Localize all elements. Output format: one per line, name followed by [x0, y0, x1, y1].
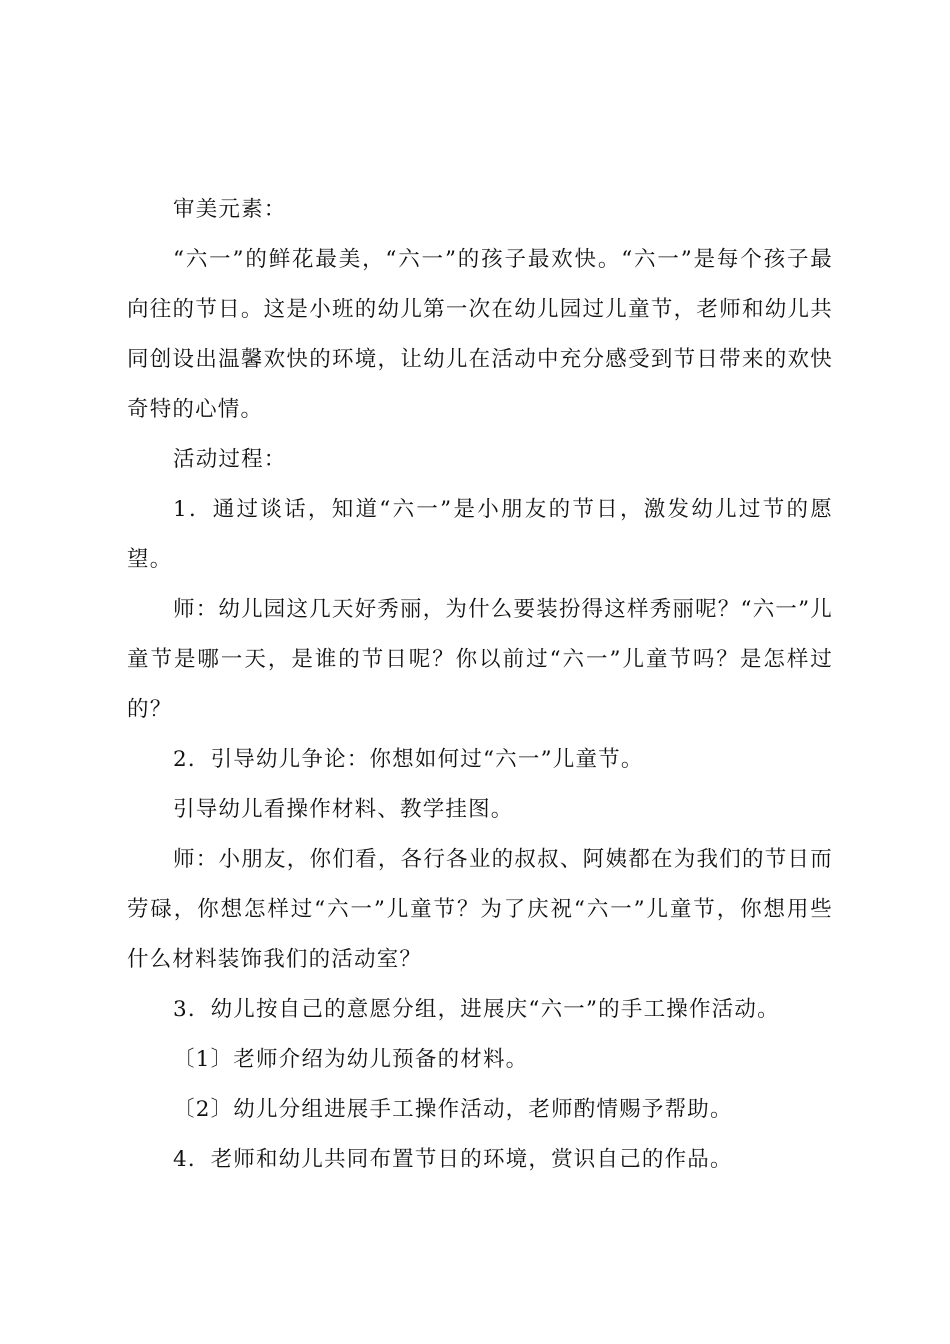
section-heading-activity-process: 活动过程：	[173, 447, 287, 472]
step-3: 3．幼儿按自己的意愿分组，进展庆“六一”的手工操作活动。	[173, 997, 780, 1022]
step-4: 4．老师和幼儿共同布置节日的环境，赏识自己的作品。	[173, 1147, 733, 1172]
guidance-note: 引导幼儿看操作材料、教学挂图。	[173, 797, 514, 822]
sub-step-2: 〔2〕幼儿分组进展手工操作活动，老师酌情赐予帮助。	[173, 1097, 733, 1122]
step-1: 1．通过谈话，知道“六一”是小朋友的节日，激发幼儿过节的愿望。	[127, 497, 833, 572]
teacher-dialogue-2: 师：小朋友，你们看，各行各业的叔叔、阿姨都在为我们的节日而劳碌，你想怎样过“六一”儿童节？为了庆祝“六一”儿童节，你想用些什么材料装饰我们的活动室？	[127, 847, 833, 972]
section-heading-aesthetic-elements: 审美元素：	[173, 197, 287, 222]
teacher-dialogue-1: 师：幼儿园这几天好秀丽，为什么要装扮得这样秀丽呢？“六一”儿童节是哪一天，是谁的节日呢？你以前过“六一”儿童节吗？是怎样过的？	[127, 597, 833, 722]
document-body	[127, 185, 833, 1185]
sub-step-1: 〔1〕老师介绍为幼儿预备的材料。	[173, 1047, 529, 1072]
step-2: 2．引导幼儿争论：你想如何过“六一”儿童节。	[173, 747, 644, 772]
paragraph-intro: “六一”的鲜花最美，“六一”的孩子最欢快。“六一”是每个孩子最向往的节日。这是小班的幼儿第一次在幼儿园过儿童节，老师和幼儿共同创设出温馨欢快的环境，让幼儿在活动中充分感受到节日带来的欢快奇特的心情。	[127, 247, 833, 422]
